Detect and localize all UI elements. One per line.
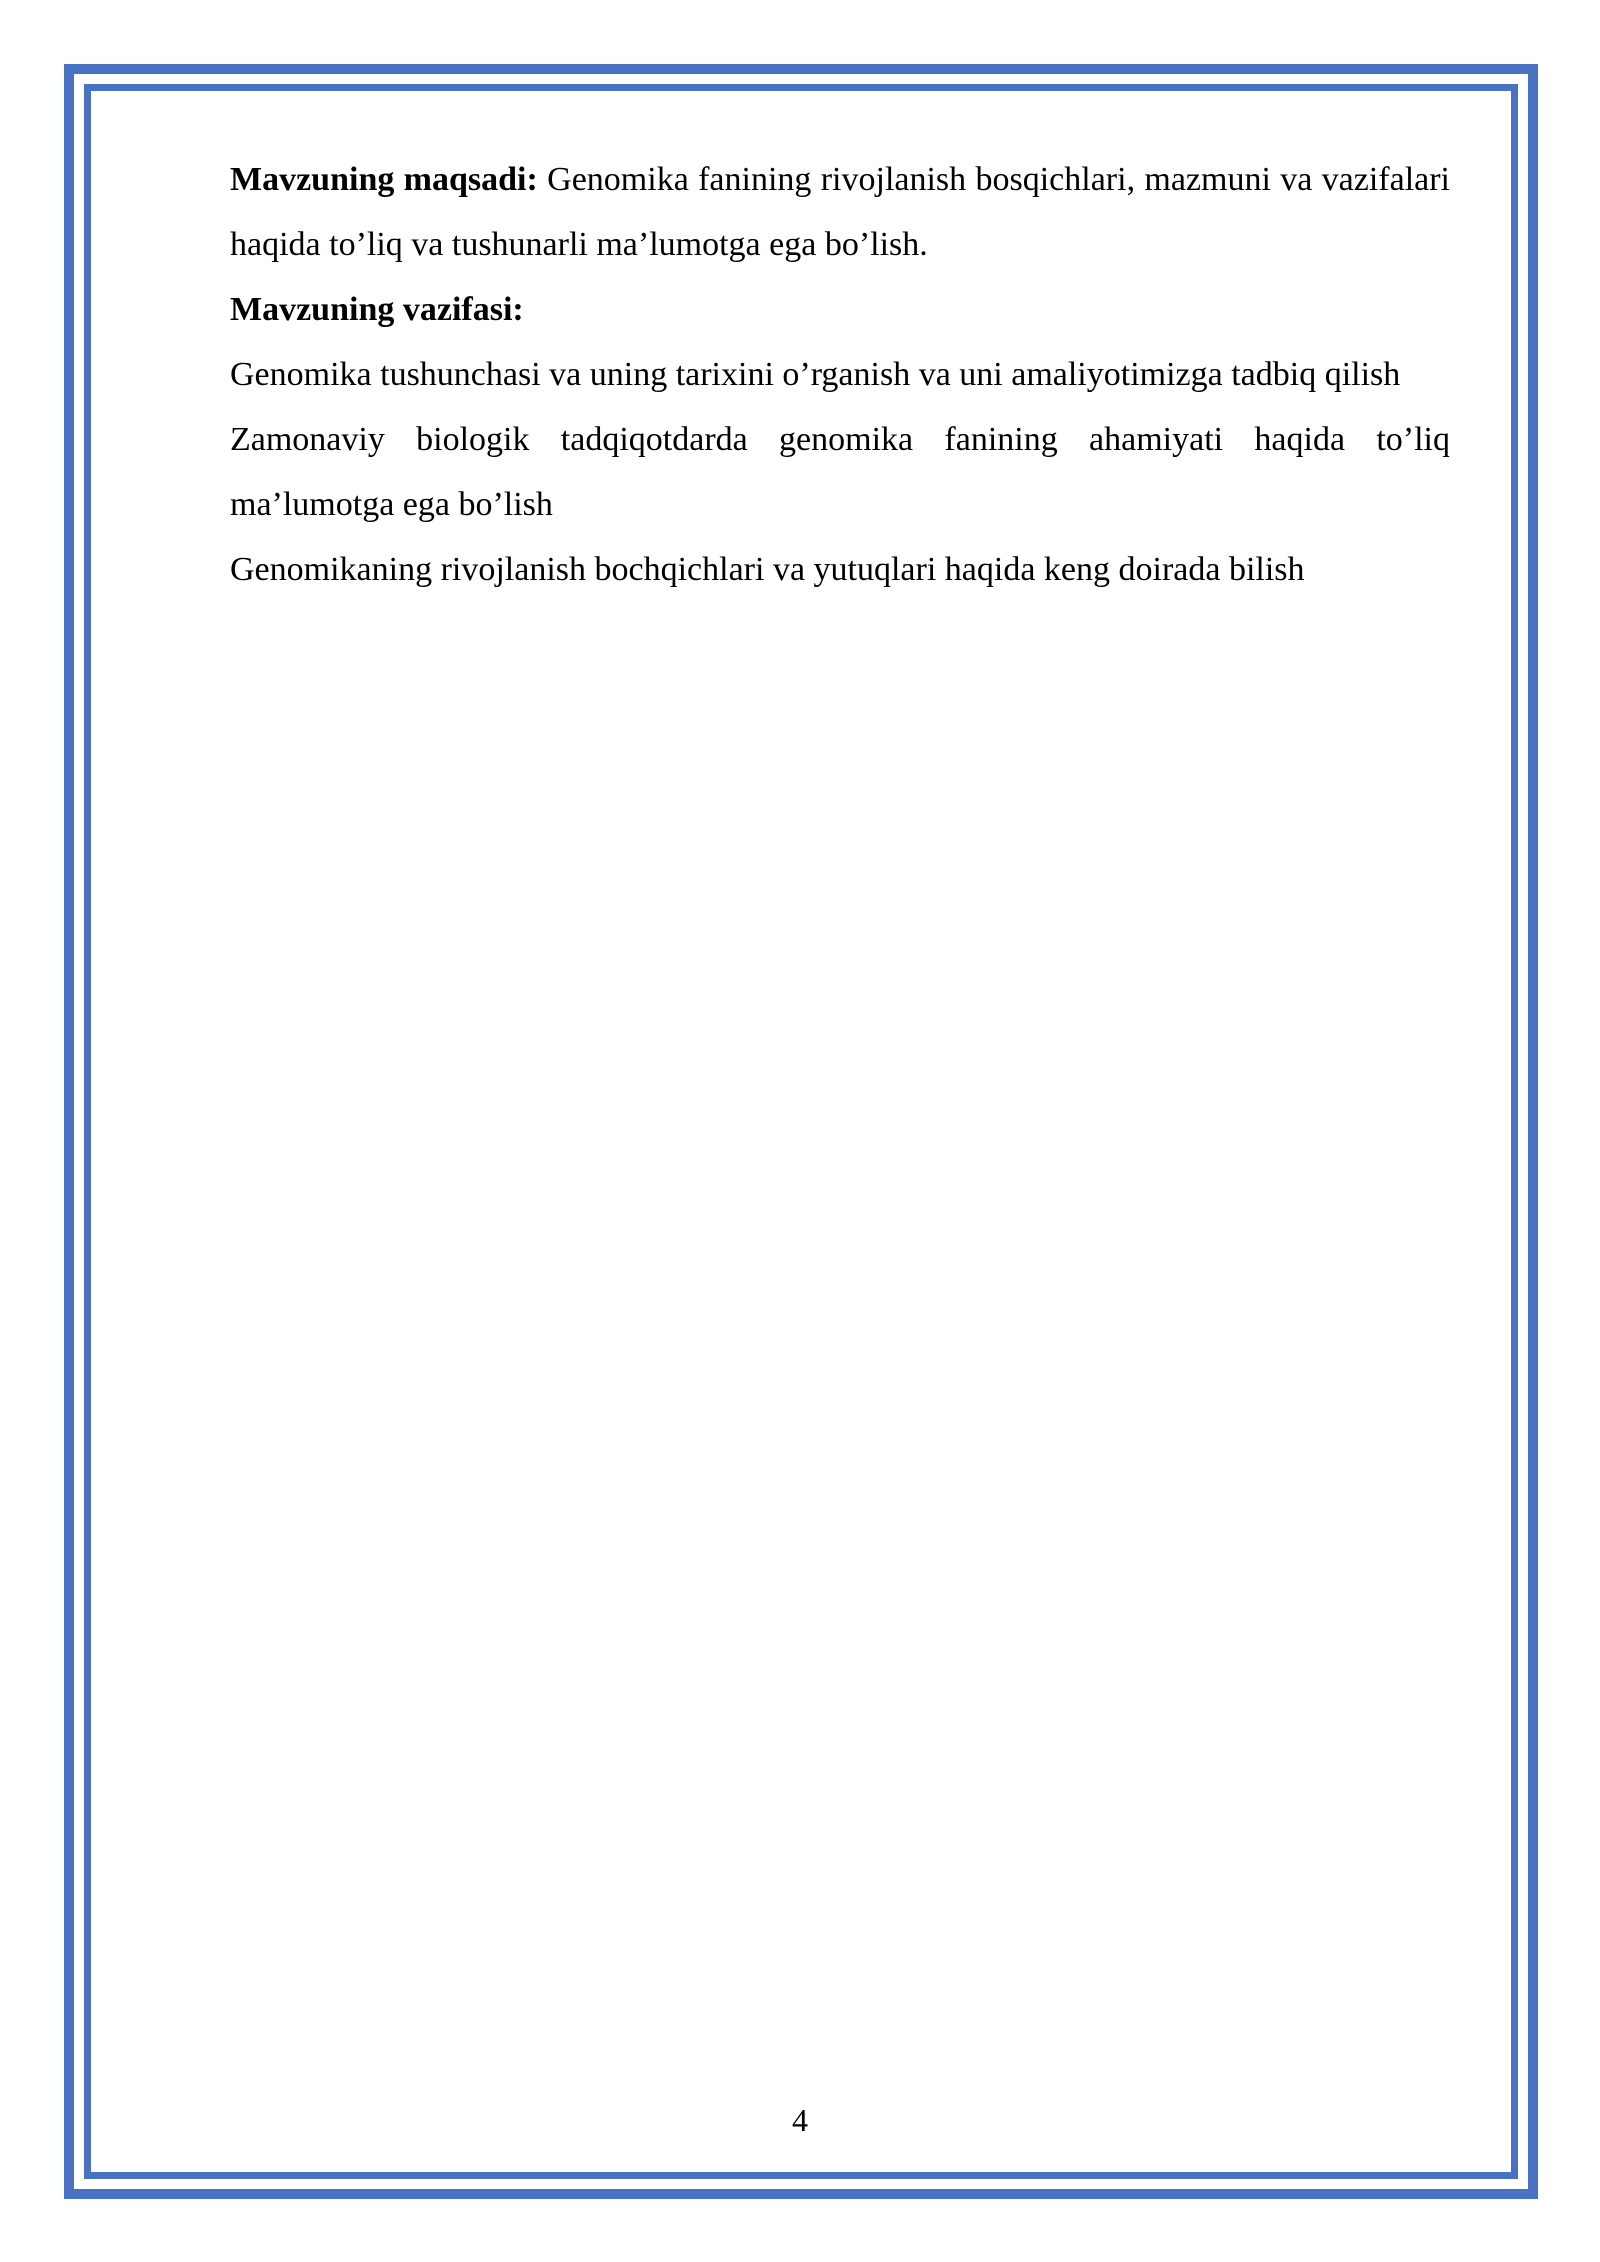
task-item-3: Genomikaning rivojlanish bochqichlari va yutuqlari haqida keng doirada bilish <box>230 551 1305 588</box>
goal-paragraph <box>230 147 1450 277</box>
goal-label: Mavzuning maqsadi: <box>230 161 538 198</box>
task-item-1: Genomika tushunchasi va uning tarixini o’rganish va uni amaliyotimizga tadbiq qilish <box>230 356 1401 393</box>
page-number: 4 <box>792 2102 808 2138</box>
tasks-heading: Mavzuning vazifasi: <box>230 291 524 328</box>
goal-text: Genomika fanining rivojlanish bosqichlari, mazmuni va vazifalari haqida to’liq va tushunarli ma’lumotga ega bo’lish. <box>230 161 1450 263</box>
task-item-2: Zamonaviy biologik tadqiqotdarda genomika fanining ahamiyati haqida to’liq ma’lumotga ega bo’lish <box>230 421 1450 523</box>
page-content <box>230 147 1450 602</box>
